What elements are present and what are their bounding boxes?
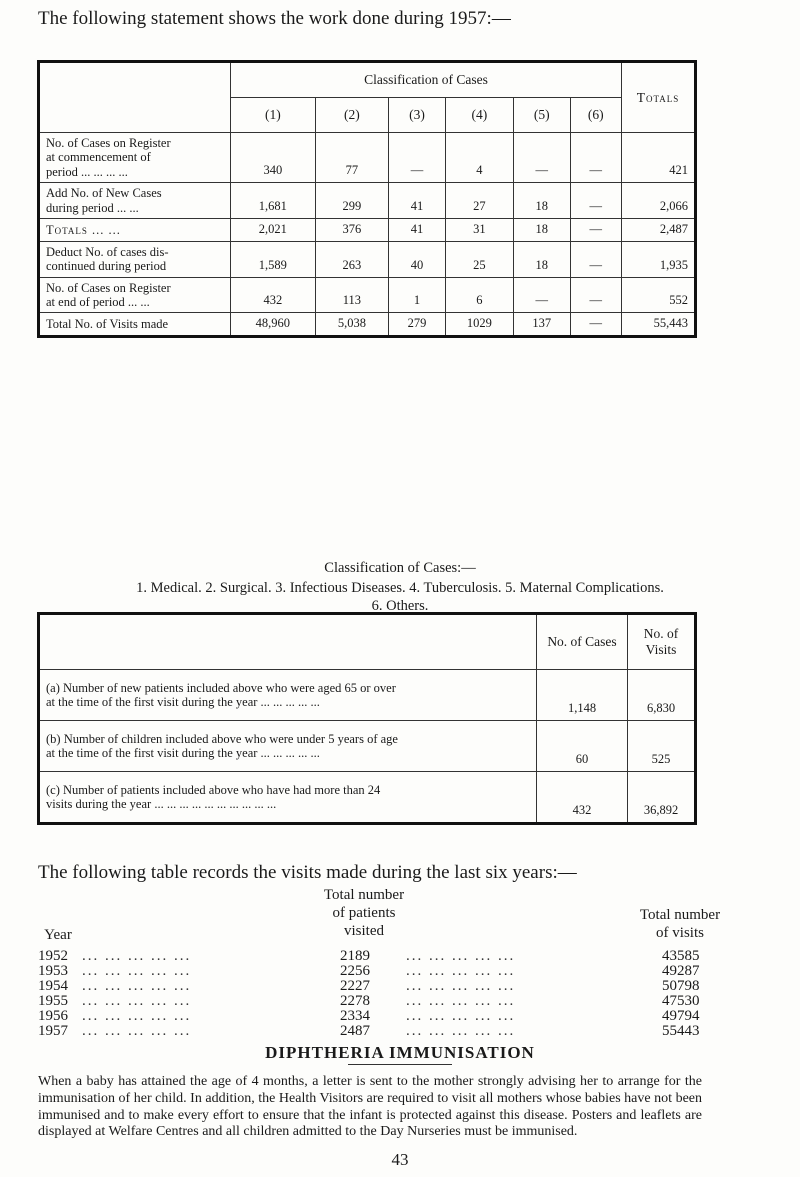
- row-label: [39, 313, 231, 337]
- leader-dots: ... ... ... ... ...: [406, 948, 516, 964]
- total-cell: 55,443: [622, 313, 696, 337]
- table-cell: 1,681: [231, 183, 316, 219]
- table-cell: 2,021: [231, 218, 316, 241]
- table-row: [39, 670, 696, 721]
- table-cell: 18: [513, 183, 570, 219]
- table-row: [39, 721, 696, 772]
- table-cell: —: [570, 218, 621, 241]
- table-cell: 31: [445, 218, 513, 241]
- section-paragraph: When a baby has attained the age of 4 months, a letter is sent to the mother strongly advising her to arrange for the immunisation of her child. In addition, the Health Visitors are required to visit all mothers whose babies have not been immunised and to make every effort to ensure that the infant is protected against this disease. Posters and leaflets are displayed at Welfare Centres and all children admitted to the Day Nurseries must be immunised.: [38, 1074, 702, 1140]
- table-cell: 18: [513, 218, 570, 241]
- year-cell: 1952: [38, 948, 68, 964]
- total-cell: 2,487: [622, 218, 696, 241]
- visits-cell: 6,830: [628, 670, 696, 721]
- table-cell: 1,589: [231, 241, 316, 277]
- row-label: [39, 133, 231, 183]
- classification-list: [30, 579, 770, 615]
- leader-dots: ... ... ... ... ...: [406, 978, 516, 994]
- visits-header: No. of Visits: [628, 614, 696, 670]
- table-row: [39, 241, 696, 277]
- leader-dots: ... ... ... ... ...: [406, 1023, 516, 1039]
- blank-header: [39, 614, 537, 670]
- table-row: [39, 218, 696, 241]
- column-header: (2): [315, 98, 389, 133]
- title-rule: [348, 1064, 452, 1065]
- visits-cell: 49287: [662, 963, 700, 979]
- page-number: 43: [391, 1150, 409, 1169]
- six-years-intro: The following table records the visits made during the last six years:—: [38, 862, 577, 883]
- patients-cell: 2227: [340, 978, 370, 994]
- row-label: [39, 721, 537, 772]
- work-done-table: [37, 60, 697, 338]
- column-header: (1): [231, 98, 316, 133]
- row-label-line: at end of period ... ...: [46, 295, 150, 309]
- row-label-line: Total No. of Visits made: [46, 317, 169, 332]
- row-label: [39, 670, 537, 721]
- table-cell: 41: [389, 218, 446, 241]
- year-column-header: Year: [44, 927, 72, 943]
- total-cell: 552: [622, 277, 696, 313]
- table-row: [39, 313, 696, 337]
- total-cell: 2,066: [622, 183, 696, 219]
- table-cell: —: [570, 277, 621, 313]
- patients-cell: 2256: [340, 963, 370, 979]
- table-row: [39, 183, 696, 219]
- cases-cell: 1,148: [537, 670, 628, 721]
- table-cell: —: [513, 277, 570, 313]
- table-cell: —: [570, 183, 621, 219]
- table-cell: 27: [445, 183, 513, 219]
- year-cell: 1955: [38, 993, 68, 1009]
- table-cell: —: [570, 133, 621, 183]
- leader-dots: ... ... ... ... ...: [406, 993, 516, 1009]
- table-cell: —: [513, 133, 570, 183]
- patients-cell: 2334: [340, 1008, 370, 1024]
- table-row: [39, 772, 696, 824]
- cases-header: No. of Cases: [537, 614, 628, 670]
- visits-cell: 49794: [662, 1008, 700, 1024]
- leader-dots: ... ... ... ... ...: [406, 1008, 516, 1024]
- year-cell: 1953: [38, 963, 68, 979]
- patients-column-header: Total number of patients visited: [323, 887, 405, 939]
- table-cell: 5,038: [315, 313, 389, 337]
- visits-column-header: Total number of visits: [639, 907, 721, 941]
- visits-cell: 47530: [662, 993, 700, 1009]
- row-label-line: (b) Number of children included above who were under 5 years of age: [46, 731, 398, 746]
- row-label: [39, 183, 231, 219]
- classification-list-line: 1. Medical. 2. Surgical. 3. Infectious Diseases. 4. Tuberculosis. 5. Maternal Complications.: [136, 580, 664, 596]
- year-cell: 1957: [38, 1023, 68, 1039]
- leader-dots: ... ... ... ... ...: [82, 978, 192, 994]
- table-cell: 25: [445, 241, 513, 277]
- row-label-line: No. of Cases on Register: [46, 136, 171, 150]
- table-cell: 279: [389, 313, 446, 337]
- year-row: [38, 1023, 738, 1043]
- table-cell: 432: [231, 277, 316, 313]
- row-label-line: at the time of the first visit during the year ... ... ... ... ...: [46, 746, 320, 760]
- total-cell: 421: [622, 133, 696, 183]
- patients-cell: 2189: [340, 948, 370, 964]
- table-cell: 1029: [445, 313, 513, 337]
- row-label-line: Add No. of New Cases: [46, 186, 162, 201]
- row-label-line: at commencement of: [46, 150, 151, 165]
- section-title: DIPHTHERIA IMMUNISATION: [265, 1043, 535, 1062]
- visits-cell: 36,892: [628, 772, 696, 824]
- row-label-line: continued during period: [46, 259, 167, 274]
- table-cell: 376: [315, 218, 389, 241]
- row-label-header: [39, 62, 231, 133]
- column-header: (4): [445, 98, 513, 133]
- leader-dots: ... ... ... ... ...: [82, 1008, 192, 1024]
- leader-dots: ... ... ... ... ...: [82, 1023, 192, 1039]
- table-cell: 263: [315, 241, 389, 277]
- intro-text: The following statement shows the work done during 1957:—: [38, 8, 511, 29]
- patients-cell: 2278: [340, 993, 370, 1009]
- row-label: [39, 218, 231, 241]
- leader-dots: ... ... ... ... ...: [406, 963, 516, 979]
- leader-dots: ... ... ... ... ...: [82, 963, 192, 979]
- classification-header: Classification of Cases: [231, 62, 622, 98]
- cases-cell: 432: [537, 772, 628, 824]
- table-row: [39, 133, 696, 183]
- age-breakdown-table: [37, 612, 697, 825]
- visits-cell: 525: [628, 721, 696, 772]
- row-label: [39, 772, 537, 824]
- visits-cell: 55443: [662, 1023, 700, 1039]
- total-cell: 1,935: [622, 241, 696, 277]
- column-header: (3): [389, 98, 446, 133]
- table-cell: 137: [513, 313, 570, 337]
- cases-cell: 60: [537, 721, 628, 772]
- table-cell: 113: [315, 277, 389, 313]
- leader-dots: ... ... ... ... ...: [82, 948, 192, 964]
- classification-title: Classification of Cases:—: [324, 560, 476, 576]
- table-cell: 6: [445, 277, 513, 313]
- row-label: [39, 241, 231, 277]
- classification-list-line: 6. Others.: [371, 598, 429, 615]
- table-cell: 1: [389, 277, 446, 313]
- row-label-line: (a) Number of new patients included above who were aged 65 or over: [46, 680, 396, 695]
- visits-cell: 43585: [662, 948, 700, 964]
- row-label-line: period ... ... ... ...: [46, 164, 128, 179]
- row-label-line: at the time of the first visit during the year ... ... ... ... ...: [46, 695, 320, 709]
- row-label-line: No. of Cases on Register: [46, 280, 171, 295]
- leader-dots: ... ... ... ... ...: [82, 993, 192, 1009]
- table-cell: 41: [389, 183, 446, 219]
- row-label-line: visits during the year ... ... ... ... ... ... ... ... ... ...: [46, 797, 277, 811]
- table-cell: —: [570, 241, 621, 277]
- table-cell: 77: [315, 133, 389, 183]
- table-cell: —: [570, 313, 621, 337]
- table-cell: 48,960: [231, 313, 316, 337]
- year-cell: 1956: [38, 1008, 68, 1024]
- totals-header: Totals: [622, 62, 696, 133]
- table-cell: 340: [231, 133, 316, 183]
- row-label-line: Totals ... ...: [46, 222, 121, 237]
- visits-cell: 50798: [662, 978, 700, 994]
- row-label-line: (c) Number of patients included above who have had more than 24: [46, 782, 381, 797]
- table-cell: —: [389, 133, 446, 183]
- year-cell: 1954: [38, 978, 68, 994]
- row-label-line: during period ... ...: [46, 200, 139, 215]
- table-cell: 299: [315, 183, 389, 219]
- patients-cell: 2487: [340, 1023, 370, 1039]
- row-label-line: Deduct No. of cases dis-: [46, 244, 169, 259]
- table-cell: 4: [445, 133, 513, 183]
- table-cell: 18: [513, 241, 570, 277]
- table-row: [39, 277, 696, 313]
- column-header: (5): [513, 98, 570, 133]
- column-header: (6): [570, 98, 621, 133]
- table-cell: 40: [389, 241, 446, 277]
- row-label: [39, 277, 231, 313]
